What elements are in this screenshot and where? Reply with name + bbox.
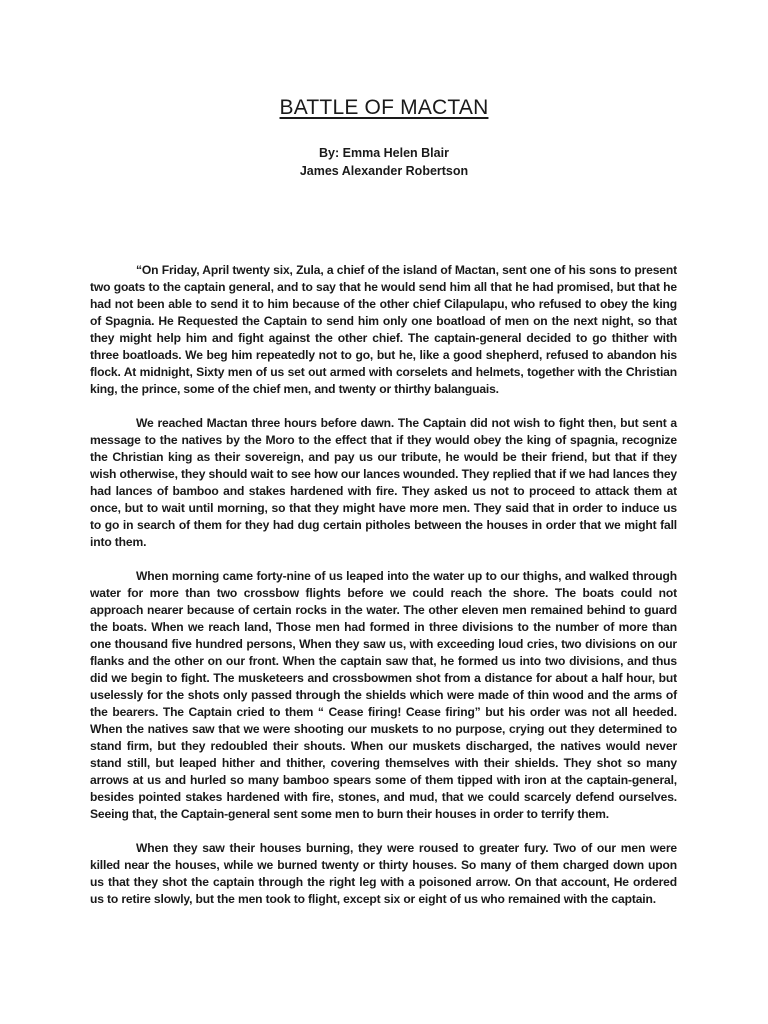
- author-line-2: James Alexander Robertson: [299, 164, 469, 178]
- paragraph-3: When morning came forty-nine of us leaped into the water up to our thighs, and walked through water for more than two crossbow flights before we could reach the shore. The boats could not approach nearer because of certain rocks in the water. The other eleven men remained behind to guard the boats. When we reach land, Those men had formed in three divisions to the number of more than one thousand five hundred persons, When they saw us, with exceeding loud cries, two divisions on our flanks and the other on our front. When the captain saw that, he formed us into two divisions, and thus did we begin to fight. The musketeers and crossbowmen shot from a distance for about a half hour, but uselessly for the shots only passed through the shields which were made of thin wood and the arms of the bearers. The Captain cried to them “ Cease firing! Cease firing” but his order was not all heeded. When the natives saw that we were shooting our muskets to no purpose, crying out they determined to stand firm, but they redoubled their shouts. When our muskets discharged, the natives would never stand still, but leaped hither and thither, covering themselves with their shields. They shot so many arrows at us and hurled so many bamboo spears some of them tipped with iron at the captain-general, besides pointed stakes hardened with fire, stones, and mud, that we could scarcely defend ourselves. Seeing that, the Captain-general sent some men to burn their houses in order to terrify them.: [90, 569, 677, 821]
- paragraph-4: When they saw their houses burning, they were roused to greater fury. Two of our men were killed near the houses, while we burned twenty or thirty houses. So many of them charged down upon us that they shot the captain through the right leg with a poisoned arrow. On that account, He ordered us to retire slowly, but the men took to flight, except six or eight of us who remained with the captain.: [90, 841, 677, 906]
- paragraph-2: We reached Mactan three hours before dawn. The Captain did not wish to fight then, but sent a message to the natives by the Moro to the effect that if they would obey the king of spagnia, recognize the Christian king as their sovereign, and pay us our tribute, he would be their friend, but that if they wish otherwise, they should wait to see how our lances wounded. They replied that if we had lances they had lances of bamboo and stakes hardened with fire. They asked us not to proceed to attack them at once, but to wait until morning, so that they might have more men. They said that in order to induce us to go in search of them for they had dug certain pitholes between the houses in order that we might fall into them.: [90, 416, 677, 549]
- document-body: [90, 262, 677, 925]
- paragraph-1: “On Friday, April twenty six, Zula, a chief of the island of Mactan, sent one of his sons to present two goats to the captain general, and to say that he would send him all that he had promised, but that he had not been able to send it to him because of the other chief Cilapulapu, who refused to obey the king of Spagnia. He Requested the Captain to send him only one boatload of men on the next night, so that they might help him and fight against the other chief. The captain-general decided to go thither with three boatloads. We beg him repeatedly not to go, but he, like a good shepherd, refused to abandon his flock. At midnight, Sixty men of us set out armed with corselets and helmets, together with the Christian king, the prince, some of the chief men, and twenty or thirthy balanguais.: [90, 263, 677, 396]
- author-line-1: By: Emma Helen Blair: [319, 146, 449, 160]
- document-title: BATTLE OF MACTAN: [279, 96, 489, 119]
